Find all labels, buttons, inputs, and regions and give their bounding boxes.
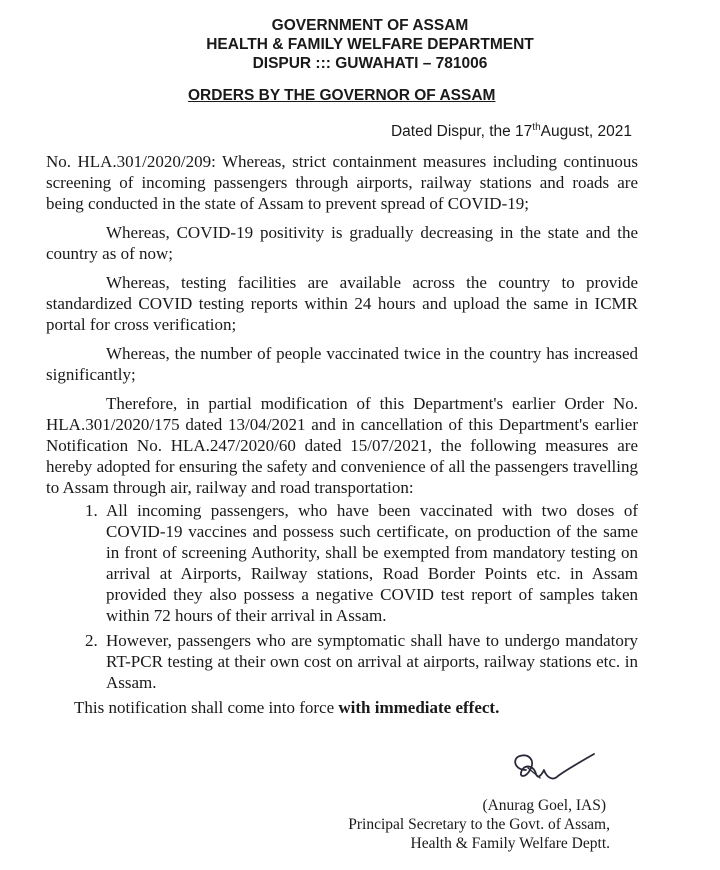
- signatory-block: [348, 796, 610, 853]
- signature-image: [506, 748, 598, 790]
- list-item: 2. However, passengers who are symptomatic shall have to undergo mandatory RT-PCR testing at their own cost on arrival at airports, railway stations etc. in Assam.: [102, 630, 638, 693]
- orders-title: ORDERS BY THE GOVERNOR OF ASSAM: [188, 87, 496, 104]
- letterhead-line-2: HEALTH & FAMILY WELFARE DEPARTMENT: [206, 36, 534, 53]
- date-line: [391, 122, 632, 141]
- list-item: 1. All incoming passengers, who have been vaccinated with two doses of COVID-19 vaccines and possess such certificate, on production of the same in front of screening Authority, shall be exempted from mandatory testing on arrival at Airports, Railway stations, Road Border Points etc. in Assam provided they also possess a negative COVID test report of samples taken within 72 hours of their arrival in Assam.: [102, 500, 638, 626]
- paragraph-vaccination: Whereas, the number of people vaccinated twice in the country has increased significantly;: [46, 344, 638, 384]
- signatory-title: Principal Secretary to the Govt. of Assam,: [348, 816, 610, 833]
- order-body: [46, 151, 638, 735]
- paragraph-positivity: Whereas, COVID-19 positivity is gradually decreasing in the state and the country as of now;: [46, 223, 638, 263]
- date-prefix: Dated Dispur, the 17: [390, 123, 533, 141]
- signatory-department: Health & Family Welfare Deptt.: [410, 835, 610, 852]
- effect-statement: [46, 697, 638, 718]
- date-superscript: th: [532, 122, 541, 133]
- effect-emphasis: with immediate effect.: [338, 698, 500, 717]
- paragraph-reference: No. HLA.301/2020/209: Whereas, strict containment measures including continuous screening of incoming passengers through airports, railway stations and roads are being conducted in the state of Assam to prevent spread of COVID-19;: [46, 152, 638, 213]
- effect-text: This notification shall come into force: [74, 698, 339, 717]
- letterhead: [0, 16, 720, 73]
- date-suffix: August, 2021: [540, 123, 632, 141]
- signatory-name: (Anurag Goel, IAS): [482, 797, 606, 814]
- paragraph-therefore: Therefore, in partial modification of this Department's earlier Order No. HLA.301/2020/175 dated 13/04/2021 and in cancellation of this Department's earlier Notification No. HLA.247/2020/60 dated 15/07/2021, the following measures are hereby adopted for ensuring the safety and convenience of all the passengers travelling to Assam through air, railway and road transportation:: [46, 394, 638, 497]
- paragraph-testing: Whereas, testing facilities are available across the country to provide standardized COVID testing reports within 24 hours and upload the same in ICMR portal for cross verification;: [46, 273, 638, 334]
- letterhead-line-1: GOVERNMENT OF ASSAM: [271, 17, 469, 34]
- letterhead-line-3: DISPUR ::: GUWAHATI – 781006: [252, 55, 488, 72]
- measures-list: [46, 500, 638, 693]
